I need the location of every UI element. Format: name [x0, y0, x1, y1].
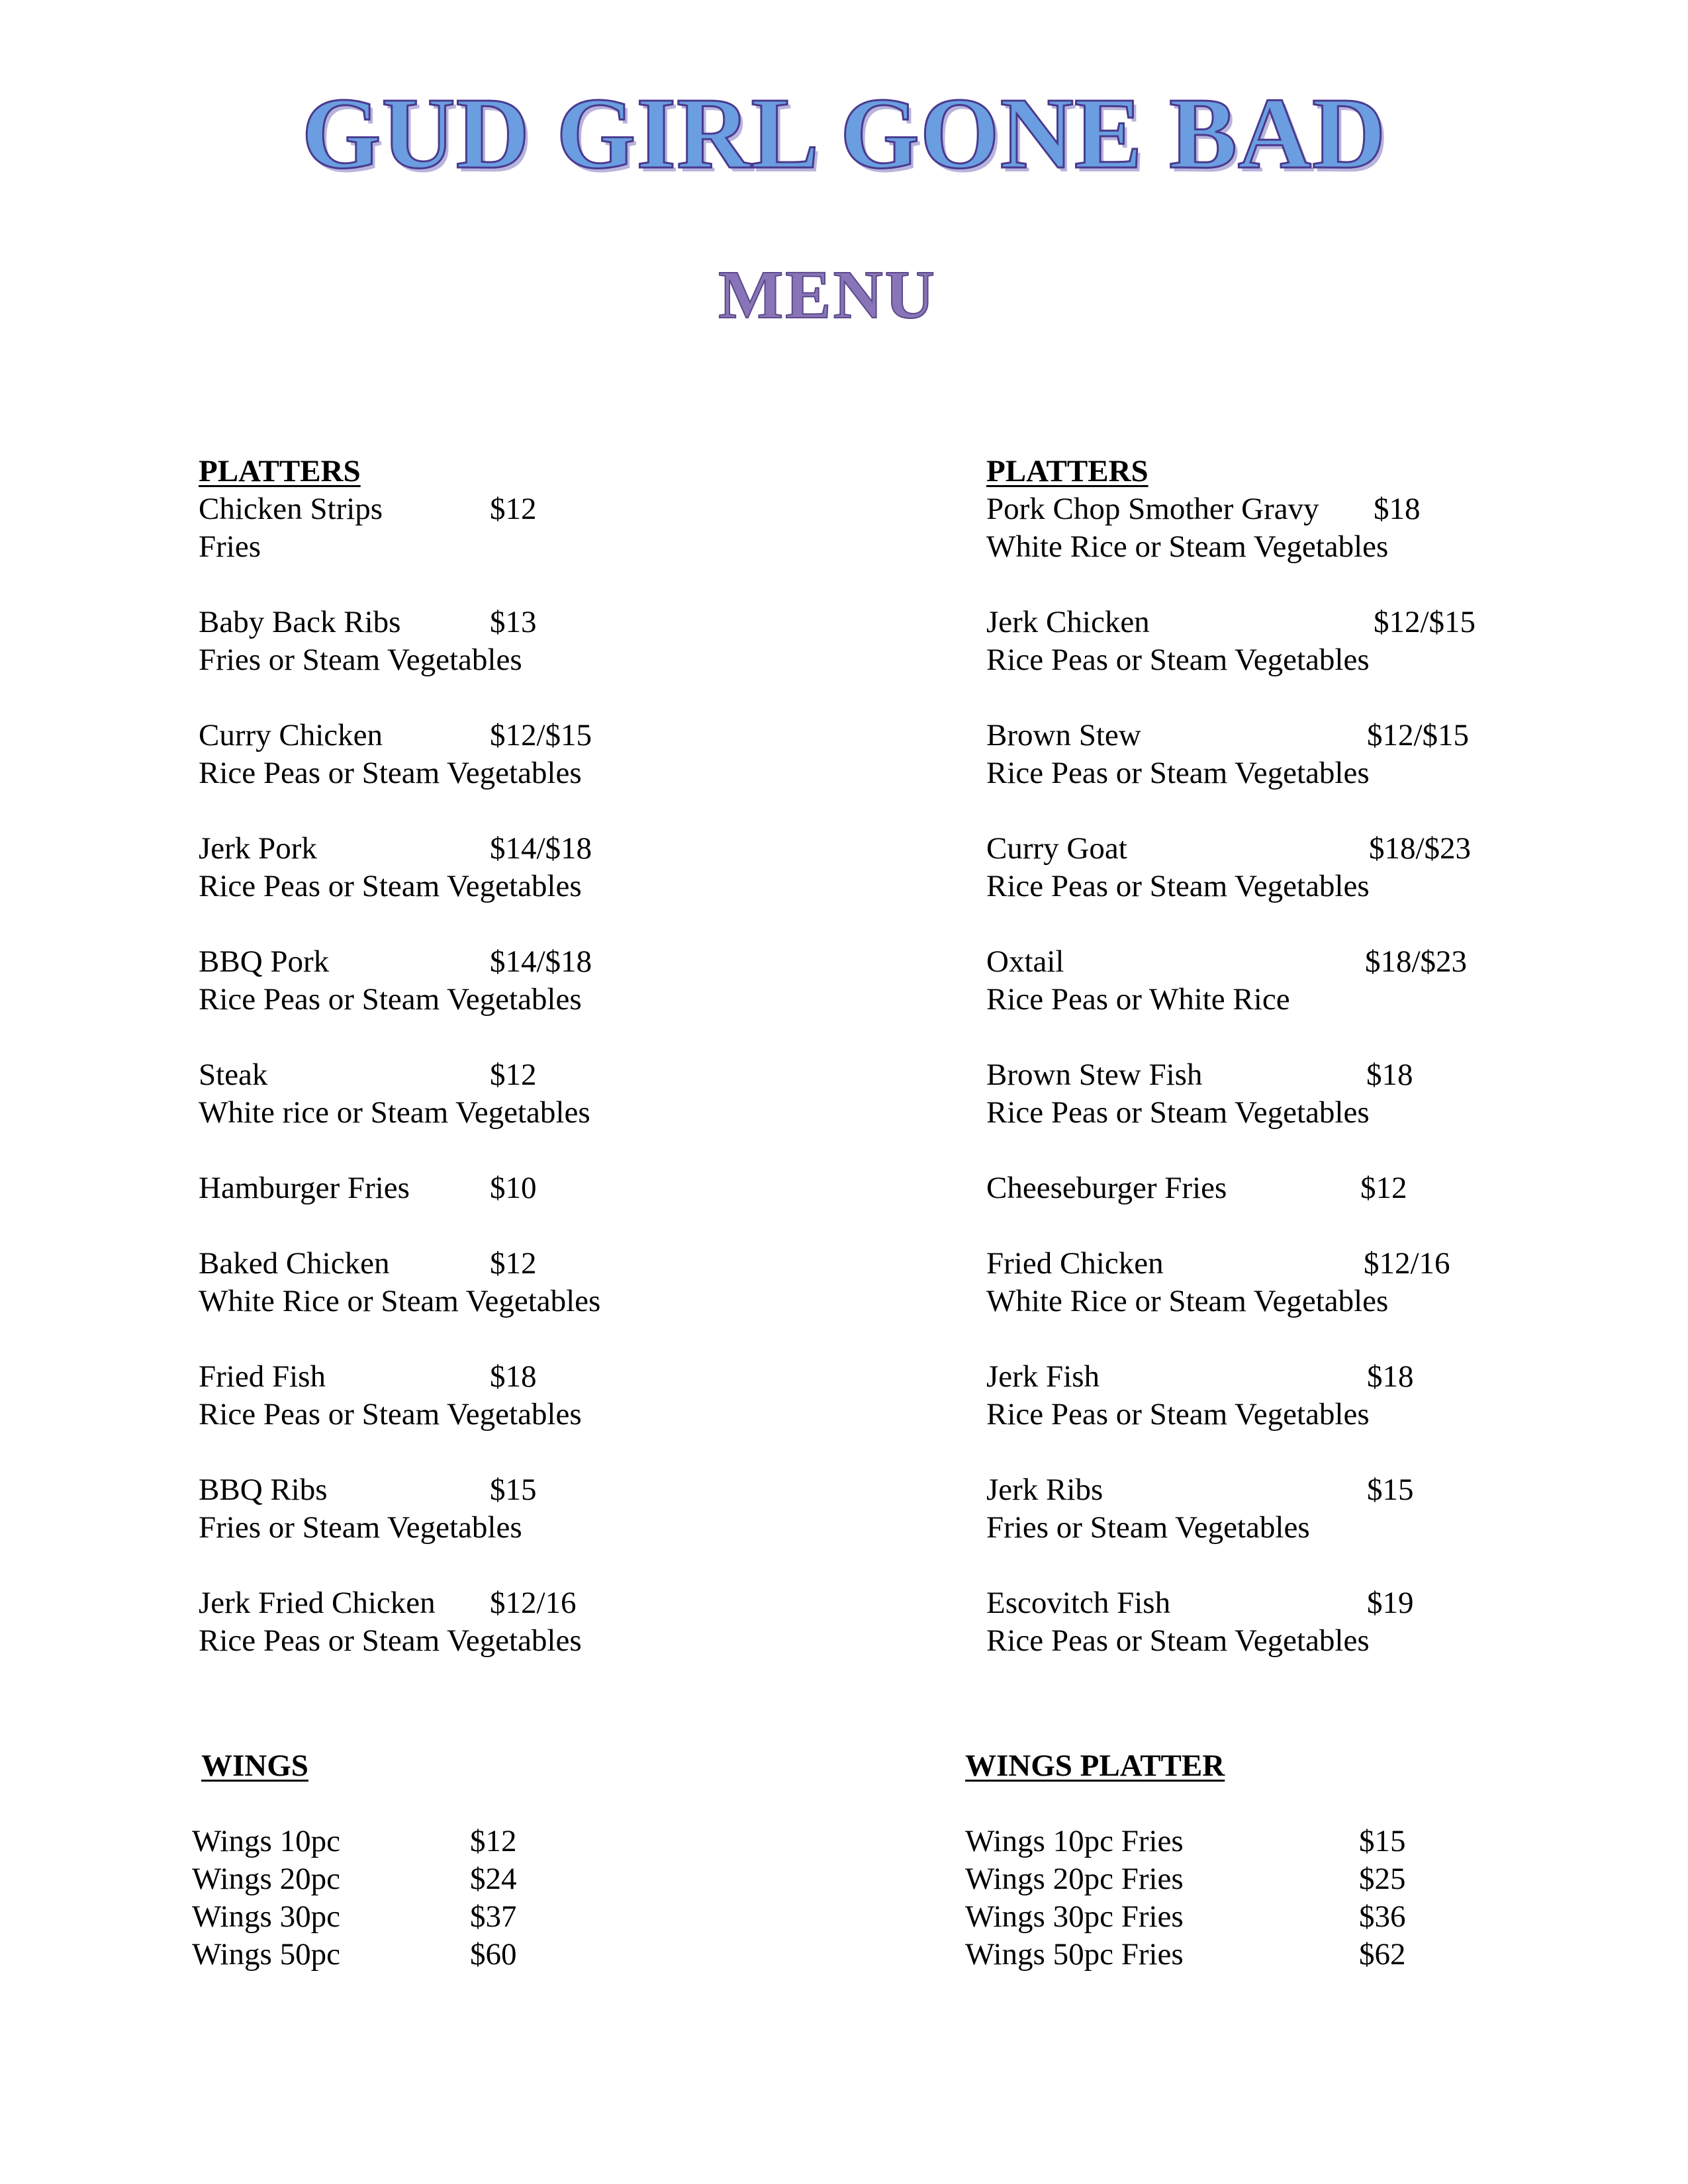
- wings-platter-heading: WINGS PLATTER: [965, 1749, 1225, 1783]
- wings-platter-name: Wings 30pc Fries: [965, 1899, 1184, 1934]
- wings-row: [192, 1898, 854, 1936]
- wings-name: Wings 30pc: [192, 1899, 340, 1934]
- item-price: $18: [490, 1359, 537, 1394]
- wings-price: $60: [470, 1937, 517, 1972]
- wings-name: Wings 10pc: [192, 1824, 340, 1858]
- item-price: $12: [490, 1058, 537, 1092]
- wings-price: $37: [470, 1899, 517, 1934]
- wings-platter-row: [965, 1823, 1627, 1860]
- item-name: Jerk Fish: [986, 1359, 1100, 1394]
- item-side: White Rice or Steam Vegetables: [986, 1284, 1389, 1318]
- item-name: Brown Stew Fish: [986, 1058, 1203, 1092]
- menu-item: [199, 1056, 927, 1132]
- item-name: Hamburger Fries: [199, 1171, 410, 1205]
- item-side: White Rice or Steam Vegetables: [986, 529, 1389, 564]
- wings-platter-row: [965, 1860, 1627, 1898]
- item-side: Rice Peas or Steam Vegetables: [986, 1623, 1370, 1658]
- item-side: Fries: [199, 529, 261, 564]
- item-side: Rice Peas or Steam Vegetables: [199, 756, 582, 790]
- wings-name: Wings 20pc: [192, 1862, 340, 1896]
- menu-item: [199, 1245, 927, 1320]
- item-side: Rice Peas or Steam Vegetables: [986, 1095, 1370, 1130]
- wings-platter-name: Wings 10pc Fries: [965, 1824, 1184, 1858]
- item-price: $12/$15: [490, 718, 592, 752]
- item-name: Chicken Strips: [199, 492, 383, 526]
- item-price: $19: [1367, 1586, 1414, 1620]
- menu-item: [986, 1245, 1648, 1320]
- item-side: Rice Peas or Steam Vegetables: [199, 982, 582, 1017]
- wings-price: $24: [470, 1862, 517, 1896]
- menu-item: [199, 717, 927, 792]
- item-price: $14/$18: [490, 944, 592, 979]
- item-price: $18: [1366, 1058, 1413, 1092]
- menu-item: [199, 1471, 927, 1547]
- item-name: Jerk Pork: [199, 831, 317, 866]
- left-platters-section: [199, 453, 927, 1698]
- item-name: Baby Back Ribs: [199, 605, 401, 639]
- menu-item: [199, 604, 927, 679]
- item-name: Curry Goat: [986, 831, 1127, 866]
- item-price: $12: [490, 492, 537, 526]
- item-price: $12: [490, 1246, 537, 1281]
- wings-platter-name: Wings 20pc Fries: [965, 1862, 1184, 1896]
- item-side: Rice Peas or Steam Vegetables: [986, 1397, 1370, 1432]
- item-name: Fried Fish: [199, 1359, 326, 1394]
- menu-item: [986, 717, 1648, 792]
- menu-item: [199, 1358, 927, 1433]
- menu-item: [199, 1169, 927, 1207]
- item-price: $12: [1360, 1171, 1407, 1205]
- item-name: Oxtail: [986, 944, 1064, 979]
- item-name: BBQ Ribs: [199, 1473, 328, 1507]
- item-side: Rice Peas or Steam Vegetables: [199, 1623, 582, 1658]
- item-name: Pork Chop Smother Gravy: [986, 492, 1319, 526]
- item-side: Rice Peas or Steam Vegetables: [986, 869, 1370, 903]
- menu-item: [199, 490, 927, 566]
- item-price: $10: [490, 1171, 537, 1205]
- item-name: Baked Chicken: [199, 1246, 390, 1281]
- menu-item: [986, 1358, 1648, 1433]
- menu-item: [986, 1584, 1648, 1660]
- wings-row: [192, 1860, 854, 1898]
- menu-item: [986, 1056, 1648, 1132]
- item-name: BBQ Pork: [199, 944, 330, 979]
- wings-name: Wings 50pc: [192, 1937, 340, 1972]
- wings-price: $12: [470, 1824, 517, 1858]
- item-price: $18/$23: [1365, 944, 1468, 979]
- wings-section: [192, 1747, 854, 1974]
- menu-item: [986, 830, 1648, 905]
- wings-platter-row: [965, 1898, 1627, 1936]
- wings-platter-price: $25: [1359, 1862, 1406, 1896]
- item-price: $14/$18: [490, 831, 592, 866]
- restaurant-title: GUD GIRL GONE BAD: [301, 77, 1387, 190]
- item-side: Fries or Steam Vegetables: [986, 1510, 1310, 1545]
- item-name: Jerk Chicken: [986, 605, 1150, 639]
- menu-item: [986, 490, 1648, 566]
- wings-platter-price: $62: [1359, 1937, 1406, 1972]
- item-price: $13: [490, 605, 537, 639]
- menu-item: [199, 1584, 927, 1660]
- item-price: $12/$15: [1374, 605, 1476, 639]
- item-name: Curry Chicken: [199, 718, 383, 752]
- wings-platter-price: $36: [1359, 1899, 1406, 1934]
- item-side: Rice Peas or Steam Vegetables: [199, 869, 582, 903]
- item-price: $12/16: [490, 1586, 577, 1620]
- item-price: $18: [1367, 1359, 1414, 1394]
- menu-item: [986, 1471, 1648, 1547]
- menu-item: [199, 943, 927, 1019]
- menu-item: [986, 943, 1648, 1019]
- item-side: Rice Peas or Steam Vegetables: [199, 1397, 582, 1432]
- item-name: Brown Stew: [986, 718, 1141, 752]
- item-side: Rice Peas or Steam Vegetables: [986, 643, 1370, 677]
- item-price: $18: [1374, 492, 1421, 526]
- menu-item: [986, 1169, 1648, 1207]
- item-name: Steak: [199, 1058, 268, 1092]
- left-platters-heading: PLATTERS: [199, 454, 361, 488]
- menu-item: [199, 830, 927, 905]
- item-side: Rice Peas or White Rice: [986, 982, 1290, 1017]
- item-price: $12/$15: [1367, 718, 1470, 752]
- item-side: Rice Peas or Steam Vegetables: [986, 756, 1370, 790]
- wings-row: [192, 1823, 854, 1860]
- item-name: Cheeseburger Fries: [986, 1171, 1227, 1205]
- wings-platter-name: Wings 50pc Fries: [965, 1937, 1184, 1972]
- item-price: $18/$23: [1369, 831, 1472, 866]
- item-side: Fries or Steam Vegetables: [199, 643, 522, 677]
- wings-heading: WINGS: [201, 1749, 308, 1783]
- item-price: $12/16: [1364, 1246, 1450, 1281]
- right-platters-heading: PLATTERS: [986, 454, 1149, 488]
- wings-platter-section: [965, 1747, 1627, 1974]
- wings-platter-price: $15: [1359, 1824, 1406, 1858]
- menu-item: [986, 604, 1648, 679]
- right-platters-section: [986, 453, 1648, 1698]
- item-side: Fries or Steam Vegetables: [199, 1510, 522, 1545]
- item-price: $15: [490, 1473, 537, 1507]
- wings-platter-row: [965, 1936, 1627, 1974]
- wings-row: [192, 1936, 854, 1974]
- item-name: Escovitch Fish: [986, 1586, 1171, 1620]
- item-price: $15: [1367, 1473, 1414, 1507]
- item-side: White rice or Steam Vegetables: [199, 1095, 590, 1130]
- menu-heading: MENU: [718, 257, 937, 333]
- item-side: White Rice or Steam Vegetables: [199, 1284, 601, 1318]
- item-name: Jerk Fried Chicken: [199, 1586, 436, 1620]
- item-name: Fried Chicken: [986, 1246, 1164, 1281]
- item-name: Jerk Ribs: [986, 1473, 1103, 1507]
